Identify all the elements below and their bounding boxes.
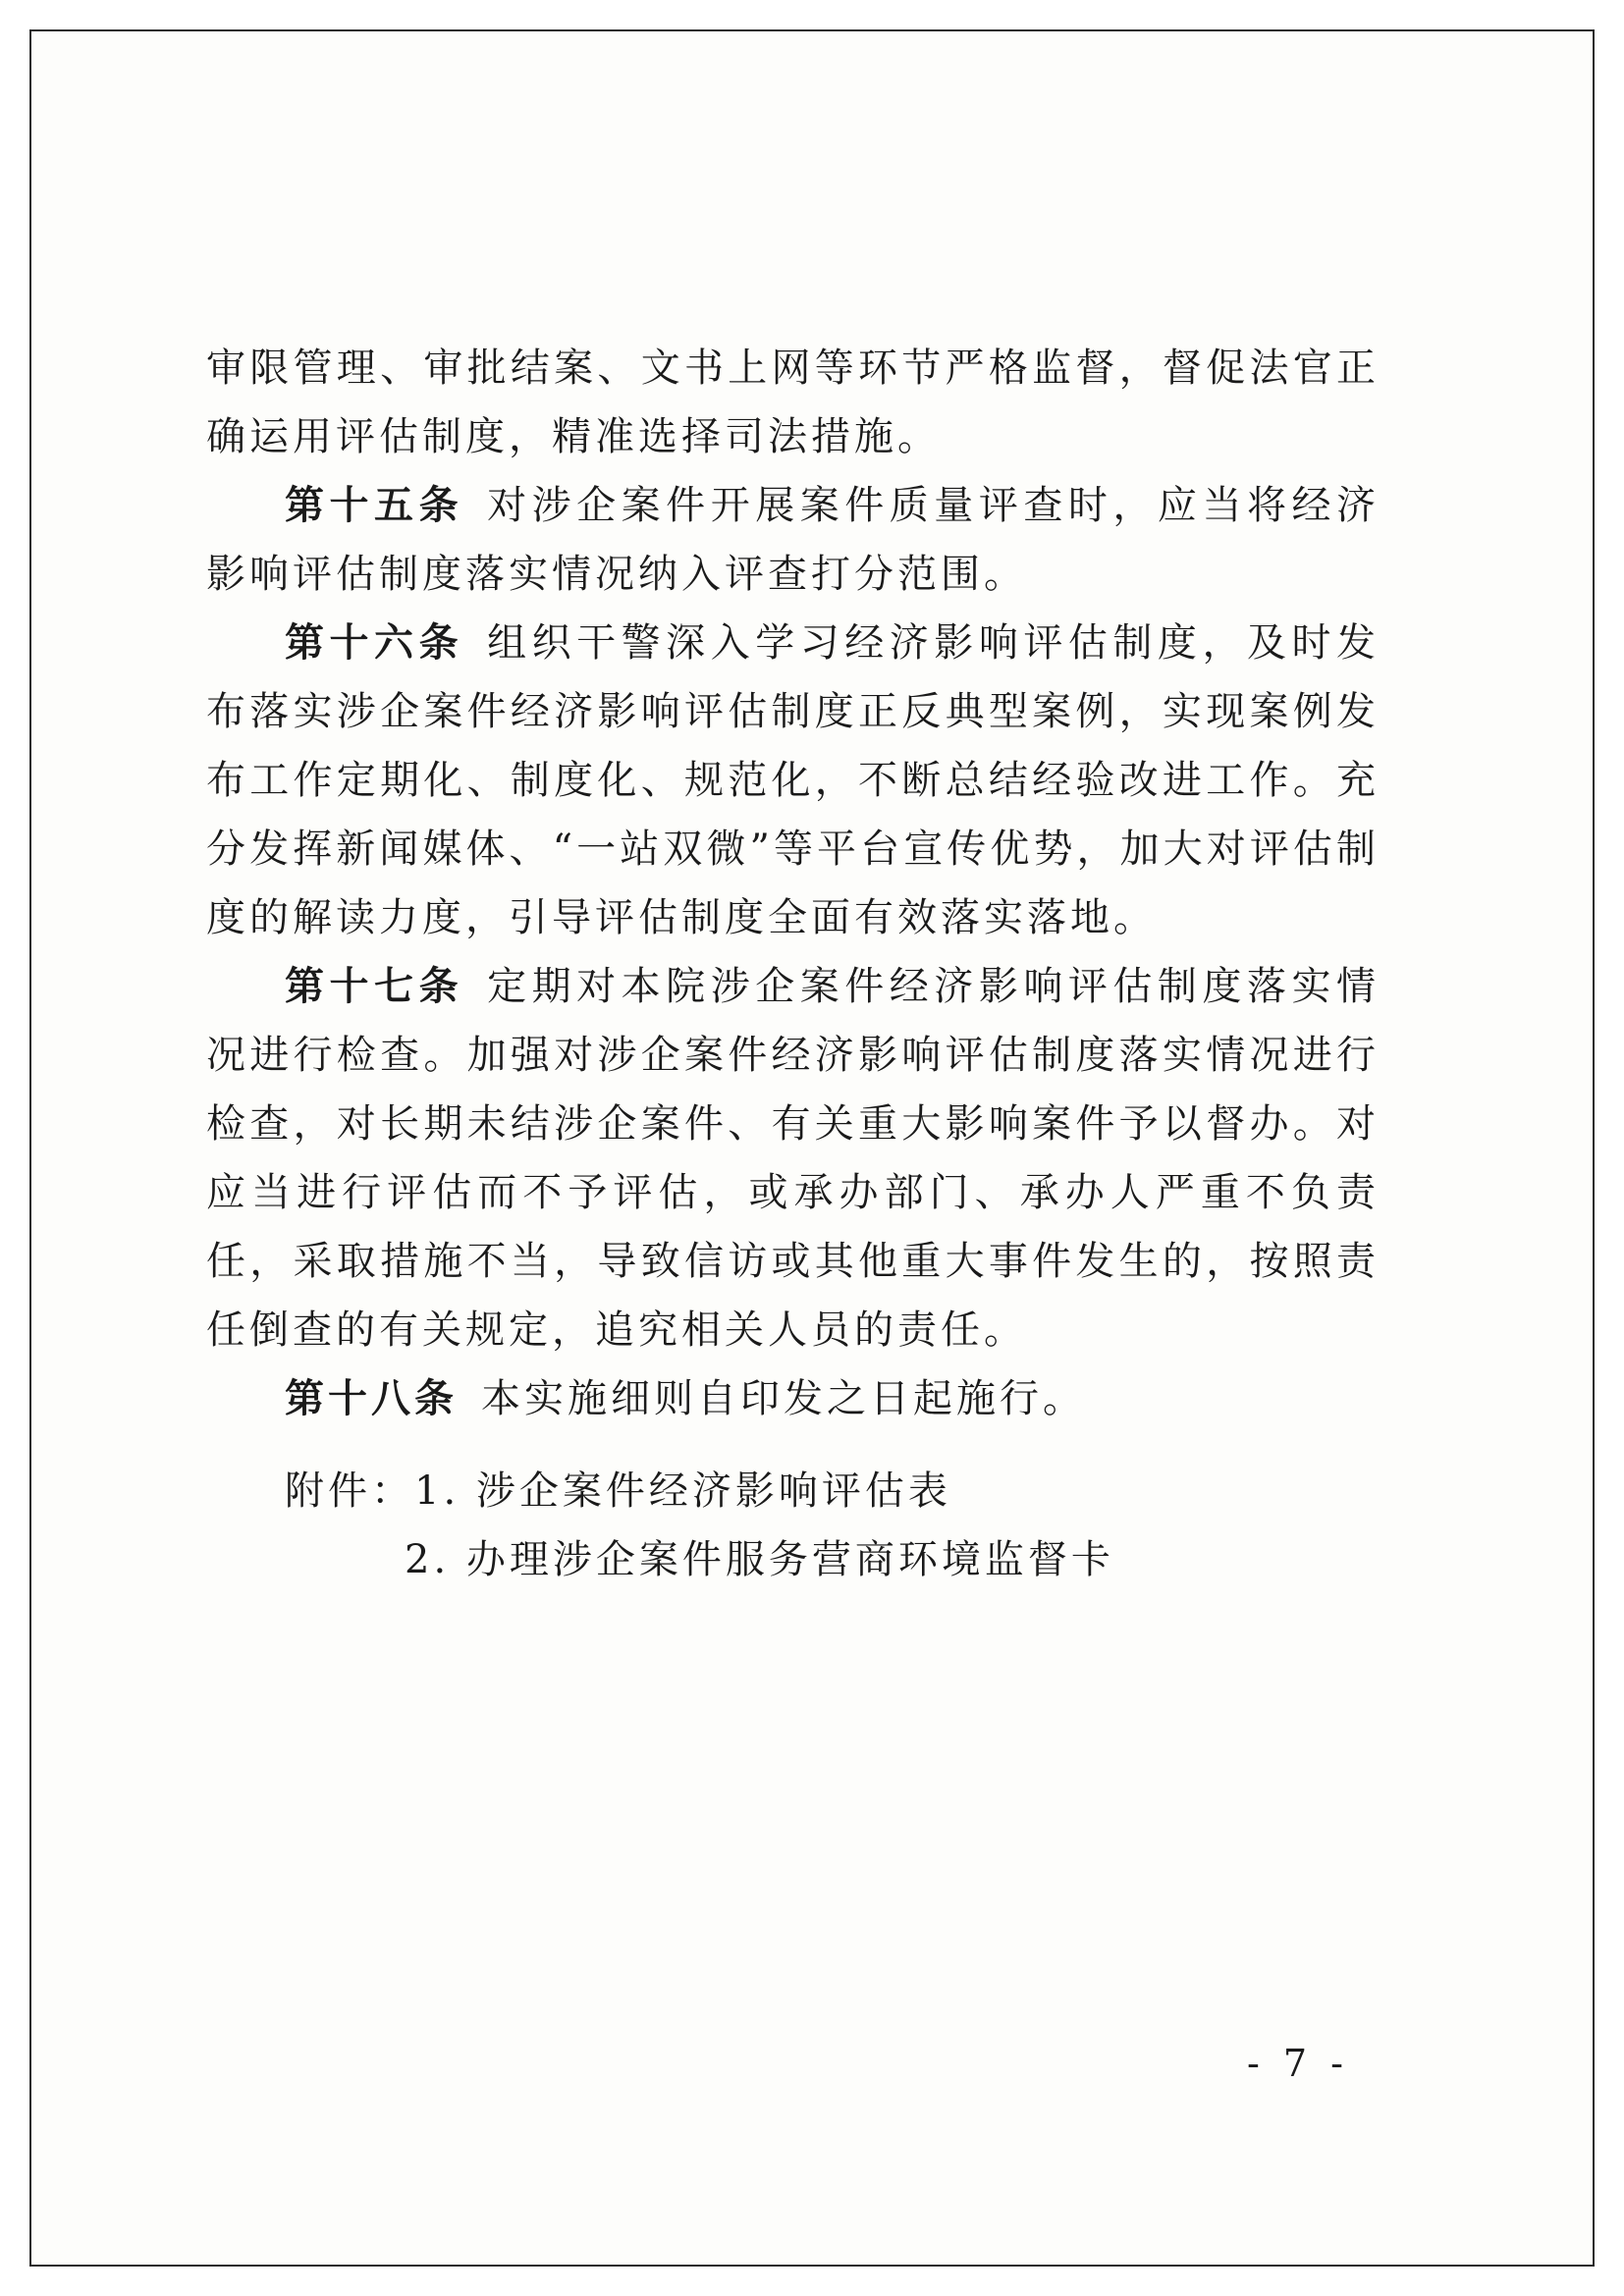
- article-16: [206, 609, 1380, 952]
- article-text: 组织干警深入学习经济影响评估制度，及时发布落实涉企案件经济影响评估制度正反典型案例，实现案例发布工作定期化、制度化、规范化，不断总结经验改进工作。充分发挥新闻媒体、“一站双微”等平台宣传优势，加大对评估制度的解读力度，引导评估制度全面有效落实落地。: [206, 620, 1380, 940]
- attachment-title: 1. 涉企案件经济影响评估表: [414, 1468, 951, 1514]
- paragraph-text: 审限管理、审批结案、文书上网等环节严格监督，督促法官正确运用评估制度，精准选择司法措施。: [206, 346, 1380, 459]
- document-body: [206, 334, 1380, 1433]
- article-text: 本实施细则自印发之日起施行。: [481, 1376, 1086, 1421]
- paragraph-continuation: [206, 334, 1380, 471]
- attachment-item: [285, 1525, 1114, 1594]
- article-18: [206, 1364, 1380, 1433]
- page-number: - 7 -: [1247, 2042, 1350, 2085]
- article-17: [206, 952, 1380, 1364]
- article-label: 第十六条: [285, 620, 464, 666]
- article-text: 对涉企案件开展案件质量评查时，应当将经济影响评估制度落实情况纳入评查打分范围。: [206, 483, 1380, 597]
- article-text: 定期对本院涉企案件经济影响评估制度落实情况进行检查。加强对涉企案件经济影响评估制度落实情况进行检查，对长期未结涉企案件、有关重大影响案件予以督办。对应当进行评估而不予评估，或承办部门、承办人严重不负责任，采取措施不当，导致信访或其他重大事件发生的，按照责任倒查的有关规定，追究相关人员的责任。: [206, 964, 1380, 1353]
- attachments-label: 附件：: [285, 1468, 414, 1514]
- article-label: 第十七条: [285, 964, 464, 1009]
- article-label: 第十五条: [285, 483, 464, 528]
- article-label: 第十八条: [285, 1376, 458, 1421]
- article-15: [206, 471, 1380, 609]
- attachments-list: [285, 1457, 1114, 1594]
- attachment-item: [285, 1457, 1114, 1525]
- attachment-title: 2. 办理涉企案件服务营商环境监督卡: [405, 1537, 1114, 1582]
